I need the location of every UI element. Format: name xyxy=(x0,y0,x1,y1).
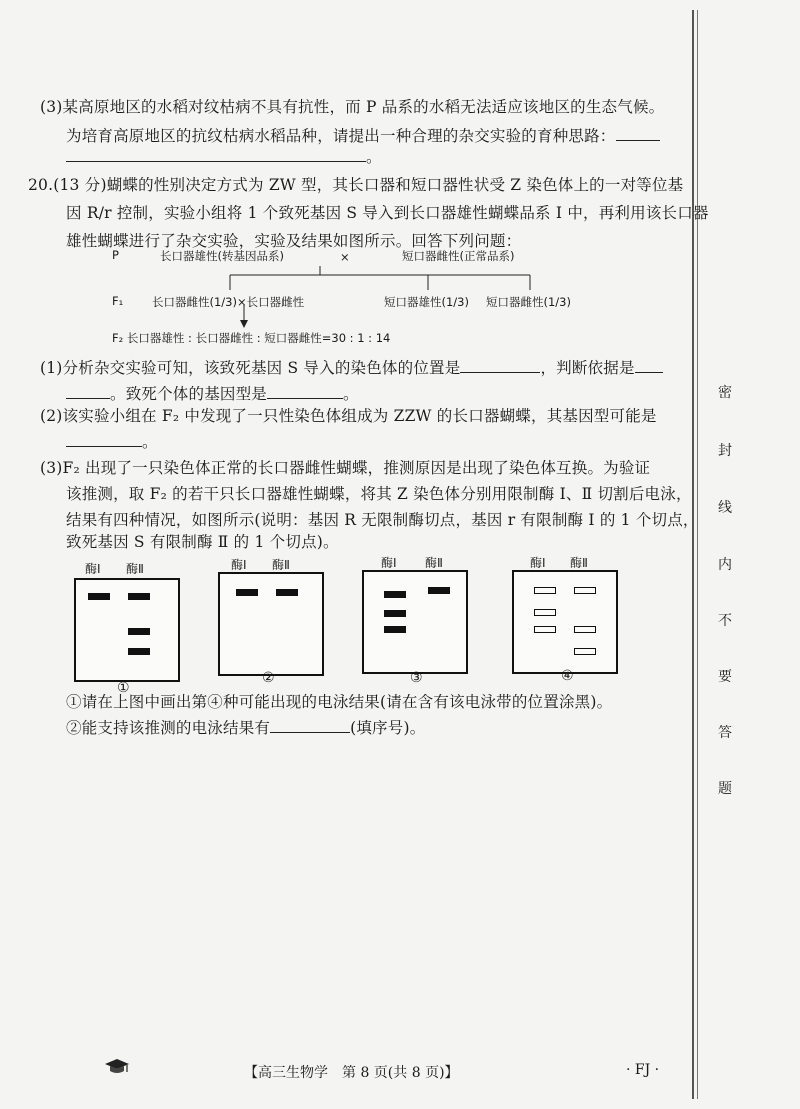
sub3-line3: 结果有四种情况，如图所示(说明：基因 R 无限制酶切点，基因 r 有限制酶 Ⅰ 的 1 个切点， xyxy=(66,511,699,529)
page-footer: 【高三生物学 第 8 页(共 8 页)】 xyxy=(244,1065,459,1081)
sub1-text-c: 。致死个体的基因型是 xyxy=(110,385,268,403)
gel-band-empty[interactable] xyxy=(574,587,596,594)
cross-sign: × xyxy=(340,250,350,264)
gel-band xyxy=(384,610,406,617)
gel-band xyxy=(276,589,298,596)
q3-prev-line2-text: 为培育高原地区的抗纹枯病水稻品种，请提出一种合理的杂交实验的育种思路： xyxy=(66,127,616,145)
q20-line2: 因 R/r 控制，实验小组将 1 个致死基因 S 导入到长口器雄性蝴蝶品系 I 中，再利用该长口器 xyxy=(66,204,709,222)
q3-prev-line1: (3)某高原地区的水稻对纹枯病不具有抗性，而 P 品系的水稻无法适应该地区的生态气候。 xyxy=(40,98,665,116)
f2-result: F₂ 长口器雄性 : 长口器雌性 : 短口器雌性=30 : 1 : 14 xyxy=(112,331,391,345)
gel-band xyxy=(128,648,150,655)
sub2-line1: (2)该实验小组在 F₂ 中发现了一只性染色体组成为 ZZW 的长口器蝴蝶，其基因型可能是 xyxy=(40,407,657,425)
gel-band xyxy=(128,628,150,635)
gel-box-answer[interactable] xyxy=(512,570,618,674)
gel-band xyxy=(88,593,110,600)
q3-prev-end: 。 xyxy=(366,148,382,166)
sub1-text-b: ，判断依据是 xyxy=(540,359,635,377)
gel-band-empty[interactable] xyxy=(534,587,556,594)
sub3-line4: 致死基因 S 有限制酶 Ⅱ 的 1 个切点)。 xyxy=(66,533,339,551)
p-male: 长口器雄性(转基因品系) xyxy=(160,249,284,263)
task-2-text-b: (填序号)。 xyxy=(350,719,426,737)
f1-label: F₁ xyxy=(112,294,124,308)
gel-box xyxy=(362,570,468,674)
sub3-line2: 该推测，取 F₂ 的若干只长口器雄性蝴蝶，将其 Z 染色体分别用限制酶 Ⅰ、Ⅱ 切割后电泳， xyxy=(66,485,692,503)
q20-line1: 20.(13 分)蝴蝶的性别决定方式为 ZW 型，其长口器和短口器性状受 Z 染色体上的一对等位基 xyxy=(28,176,684,194)
enzyme2-label: 酶Ⅱ xyxy=(126,562,144,576)
enzyme1-label: 酶Ⅰ xyxy=(231,558,247,572)
sub2-line2 xyxy=(66,430,158,452)
answer-blank[interactable] xyxy=(66,432,142,447)
binding-margin-rule xyxy=(692,10,694,1099)
answer-blank[interactable] xyxy=(66,384,110,399)
f1-b: 短口器雄性(1/3) xyxy=(384,295,469,309)
enzyme1-label: 酶Ⅰ xyxy=(381,556,397,570)
gel-number: ① xyxy=(117,680,130,696)
graduation-cap-icon xyxy=(104,1058,130,1076)
sub1-line1 xyxy=(40,356,663,378)
gel-band xyxy=(384,626,406,633)
gel-number: ③ xyxy=(410,670,423,686)
seal-char: 线 xyxy=(718,500,732,516)
answer-blank[interactable] xyxy=(267,384,343,399)
f1-c: 短口器雌性(1/3) xyxy=(486,295,571,309)
gel-band-empty[interactable] xyxy=(534,626,556,633)
p-female: 短口器雌性(正常品系) xyxy=(402,249,515,263)
enzyme2-label: 酶Ⅱ xyxy=(425,556,443,570)
seal-char: 封 xyxy=(718,443,732,459)
binding-margin-rule-inner xyxy=(697,10,698,1099)
gel-band-empty[interactable] xyxy=(534,609,556,616)
sub2-end: 。 xyxy=(142,433,158,451)
gel-band xyxy=(428,587,450,594)
sub1-end: 。 xyxy=(343,385,359,403)
q20-line3: 雄性蝴蝶进行了杂交实验，实验及结果如图所示。回答下列问题： xyxy=(66,232,522,250)
seal-char: 答 xyxy=(718,725,732,741)
sub3-line1: (3)F₂ 出现了一只染色体正常的长口器雌性蝴蝶，推测原因是出现了染色体互换。为验证 xyxy=(40,459,651,477)
answer-blank[interactable] xyxy=(270,718,350,733)
task-1: ①请在上图中画出第④种可能出现的电泳结果(请在含有该电泳带的位置涂黑)。 xyxy=(66,693,613,711)
cross-lines xyxy=(0,0,690,340)
footer-code: · FJ · xyxy=(626,1062,660,1078)
gel-number: ② xyxy=(262,670,275,686)
seal-char: 要 xyxy=(718,669,732,685)
seal-char: 密 xyxy=(718,385,732,401)
p-label: P xyxy=(112,248,119,262)
gel-band xyxy=(236,589,258,596)
enzyme1-label: 酶Ⅰ xyxy=(530,556,546,570)
gel-band xyxy=(128,593,150,600)
answer-blank[interactable] xyxy=(460,358,540,373)
seal-char: 题 xyxy=(718,781,732,797)
gel-band-empty[interactable] xyxy=(574,648,596,655)
enzyme2-label: 酶Ⅱ xyxy=(570,556,588,570)
task-2 xyxy=(66,716,425,738)
answer-blank[interactable] xyxy=(635,358,663,373)
enzyme2-label: 酶Ⅱ xyxy=(272,558,290,572)
gel-band xyxy=(384,591,406,598)
gel-box xyxy=(218,572,324,676)
seal-char: 内 xyxy=(718,557,732,573)
gel-band-empty[interactable] xyxy=(574,626,596,633)
gel-number: ④ xyxy=(561,668,574,684)
task-2-text-a: ②能支持该推测的电泳结果有 xyxy=(66,719,271,737)
enzyme1-label: 酶Ⅰ xyxy=(85,562,101,576)
sub1-text-a: (1)分析杂交实验可知，该致死基因 S 导入的染色体的位置是 xyxy=(40,359,461,377)
seal-char: 不 xyxy=(718,613,732,629)
sub1-line2 xyxy=(66,382,359,404)
f1-a: 长口器雌性(1/3)×长口器雌性 xyxy=(152,295,305,309)
gel-box xyxy=(74,578,180,682)
